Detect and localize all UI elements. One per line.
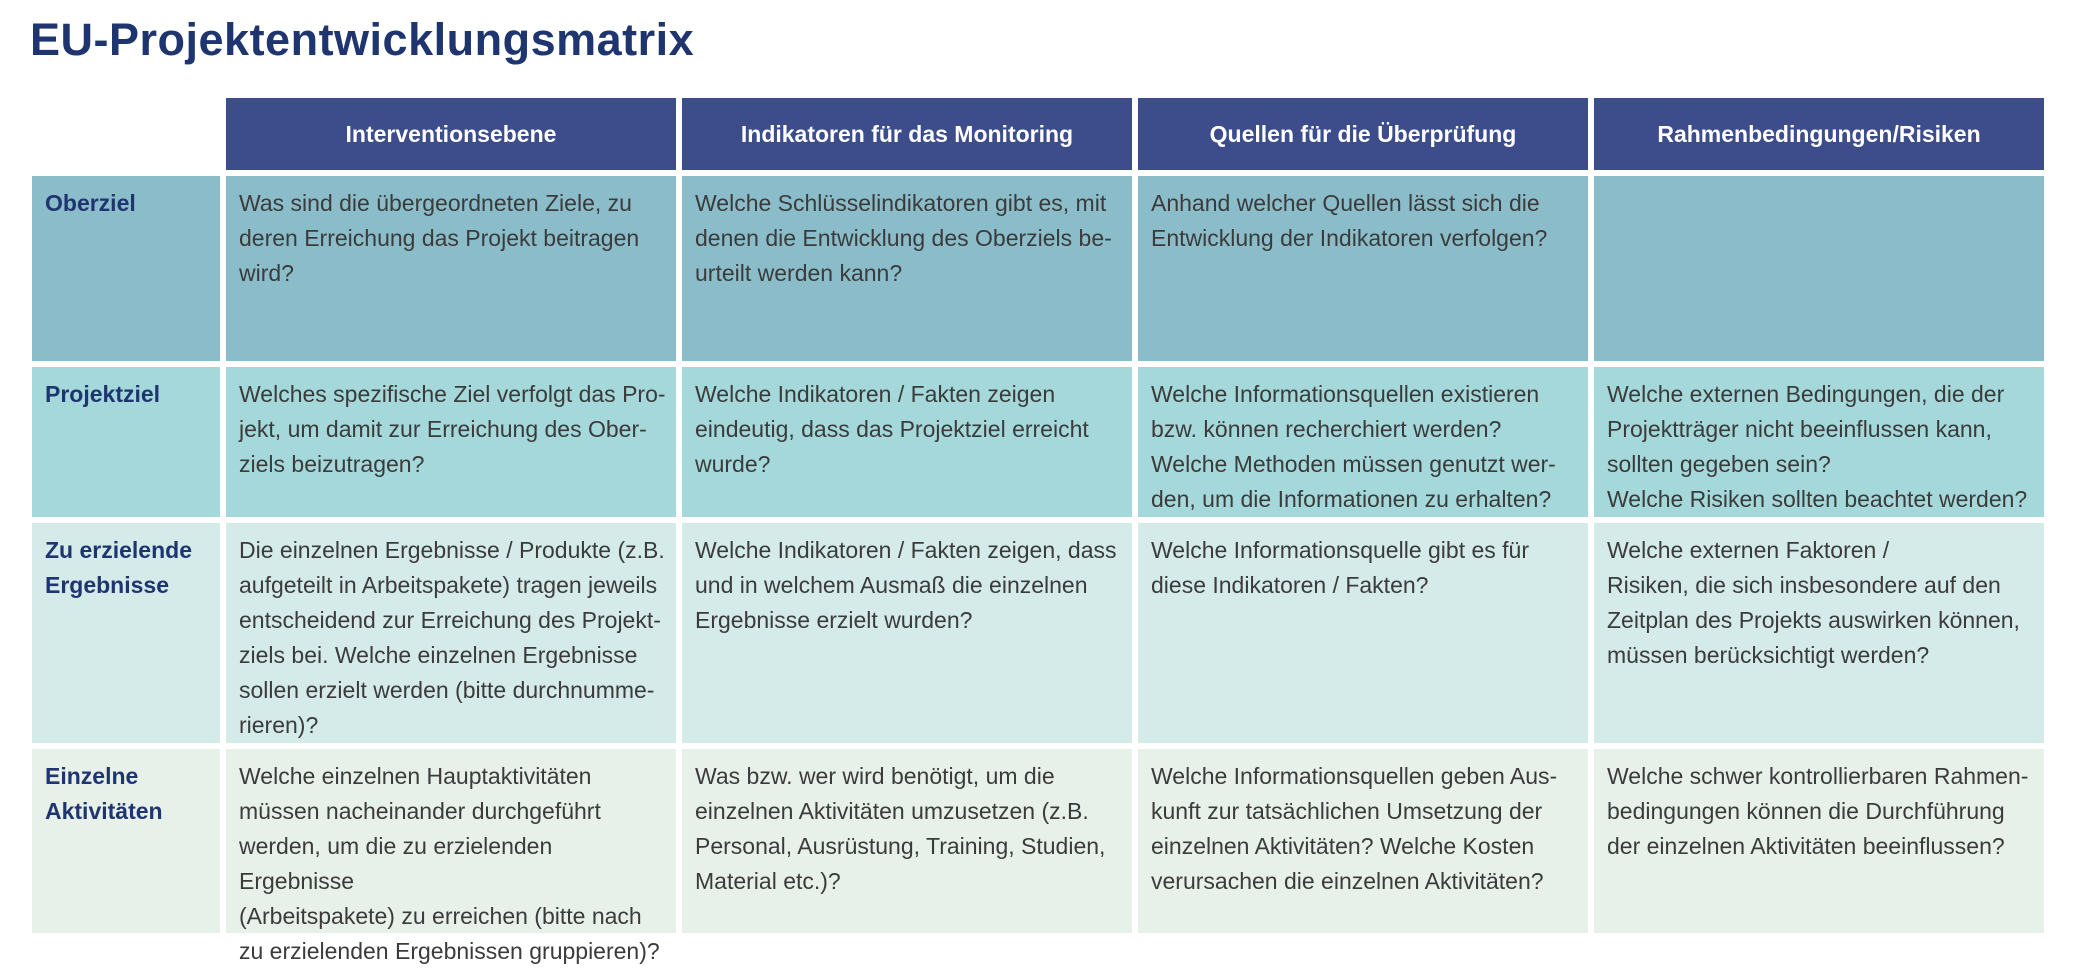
table-cell: Welche externen Bedingungen, die der Projektträger nicht beeinflussen kann, sollten gegeben sein? Welche Risiken sollten beachtet werden? xyxy=(1594,367,2044,517)
table-cell: Welche Indikatoren / Fakten zeigen, dass und in welchem Ausmaß die einzelnen Ergebnisse erzielt wurden? xyxy=(682,523,1132,743)
column-header-quellen: Quellen für die Überprüfung xyxy=(1138,98,1588,170)
matrix-corner xyxy=(32,98,220,170)
table-cell: Die einzelnen Ergebnisse / Produkte (z.B. aufgeteilt in Arbeitspakete) tragen jeweils entscheidend zur Erreichung des Projekt- ziels bei. Welche einzelnen Ergebnisse sollen erzielt werden (bitte durchnumme- rieren)? xyxy=(226,523,676,743)
column-header-interventionsebene: Interventionsebene xyxy=(226,98,676,170)
table-cell: Was sind die übergeordneten Ziele, zu deren Erreichung das Projekt beitragen wird? xyxy=(226,176,676,361)
table-cell: Welche Informationsquelle gibt es für diese Indikatoren / Fakten? xyxy=(1138,523,1588,743)
table-cell xyxy=(1594,176,2044,361)
page-title: EU-Projektentwicklungsmatrix xyxy=(30,14,695,65)
row-header-oberziel: Oberziel xyxy=(32,176,220,361)
table-cell: Welche externen Faktoren / Risiken, die sich insbesondere auf den Zeitplan des Projekts auswirken können, müssen berücksichtigt werden? xyxy=(1594,523,2044,743)
row-header-ergebnisse: Zu erzielende Ergebnisse xyxy=(32,523,220,743)
table-cell: Welche Schlüsselindikatoren gibt es, mit denen die Entwicklung des Oberziels be- urteilt werden kann? xyxy=(682,176,1132,361)
table-cell: Welche einzelnen Hauptaktivitäten müssen nacheinander durchgeführt werden, um die zu erzielenden Ergebnisse (Arbeitspakete) zu erreichen (bitte nach zu erzielenden Ergebnissen gruppieren)? xyxy=(226,749,676,933)
table-cell: Was bzw. wer wird benötigt, um die einzelnen Aktivitäten umzusetzen (z.B. Personal, Ausrüstung, Training, Studien, Material etc.)? xyxy=(682,749,1132,933)
column-header-indikatoren: Indikatoren für das Monitoring xyxy=(682,98,1132,170)
table-cell: Welches spezifische Ziel verfolgt das Pro- jekt, um damit zur Erreichung des Ober- ziels beizutragen? xyxy=(226,367,676,517)
row-header-aktivitaeten: Einzelne Aktivitäten xyxy=(32,749,220,933)
table-cell: Welche schwer kontrollierbaren Rahmen- bedingungen können die Durchführung der einzelnen Aktivitäten beeinflussen? xyxy=(1594,749,2044,933)
table-cell: Welche Informationsquellen geben Aus- kunft zur tatsächlichen Umsetzung der einzelnen Aktivitäten? Welche Kosten verursachen die einzelnen Aktivitäten? xyxy=(1138,749,1588,933)
row-header-projektziel: Projektziel xyxy=(32,367,220,517)
table-cell: Anhand welcher Quellen lässt sich die Entwicklung der Indikatoren verfolgen? xyxy=(1138,176,1588,361)
table-cell: Welche Indikatoren / Fakten zeigen eindeutig, dass das Projektziel erreicht wurde? xyxy=(682,367,1132,517)
column-header-rahmenbedingungen: Rahmenbedingungen/Risiken xyxy=(1594,98,2044,170)
table-cell: Welche Informationsquellen existieren bzw. können recherchiert werden? Welche Methoden müssen genutzt wer- den, um die Informationen zu erhalten? xyxy=(1138,367,1588,517)
project-matrix-table xyxy=(32,98,2044,964)
